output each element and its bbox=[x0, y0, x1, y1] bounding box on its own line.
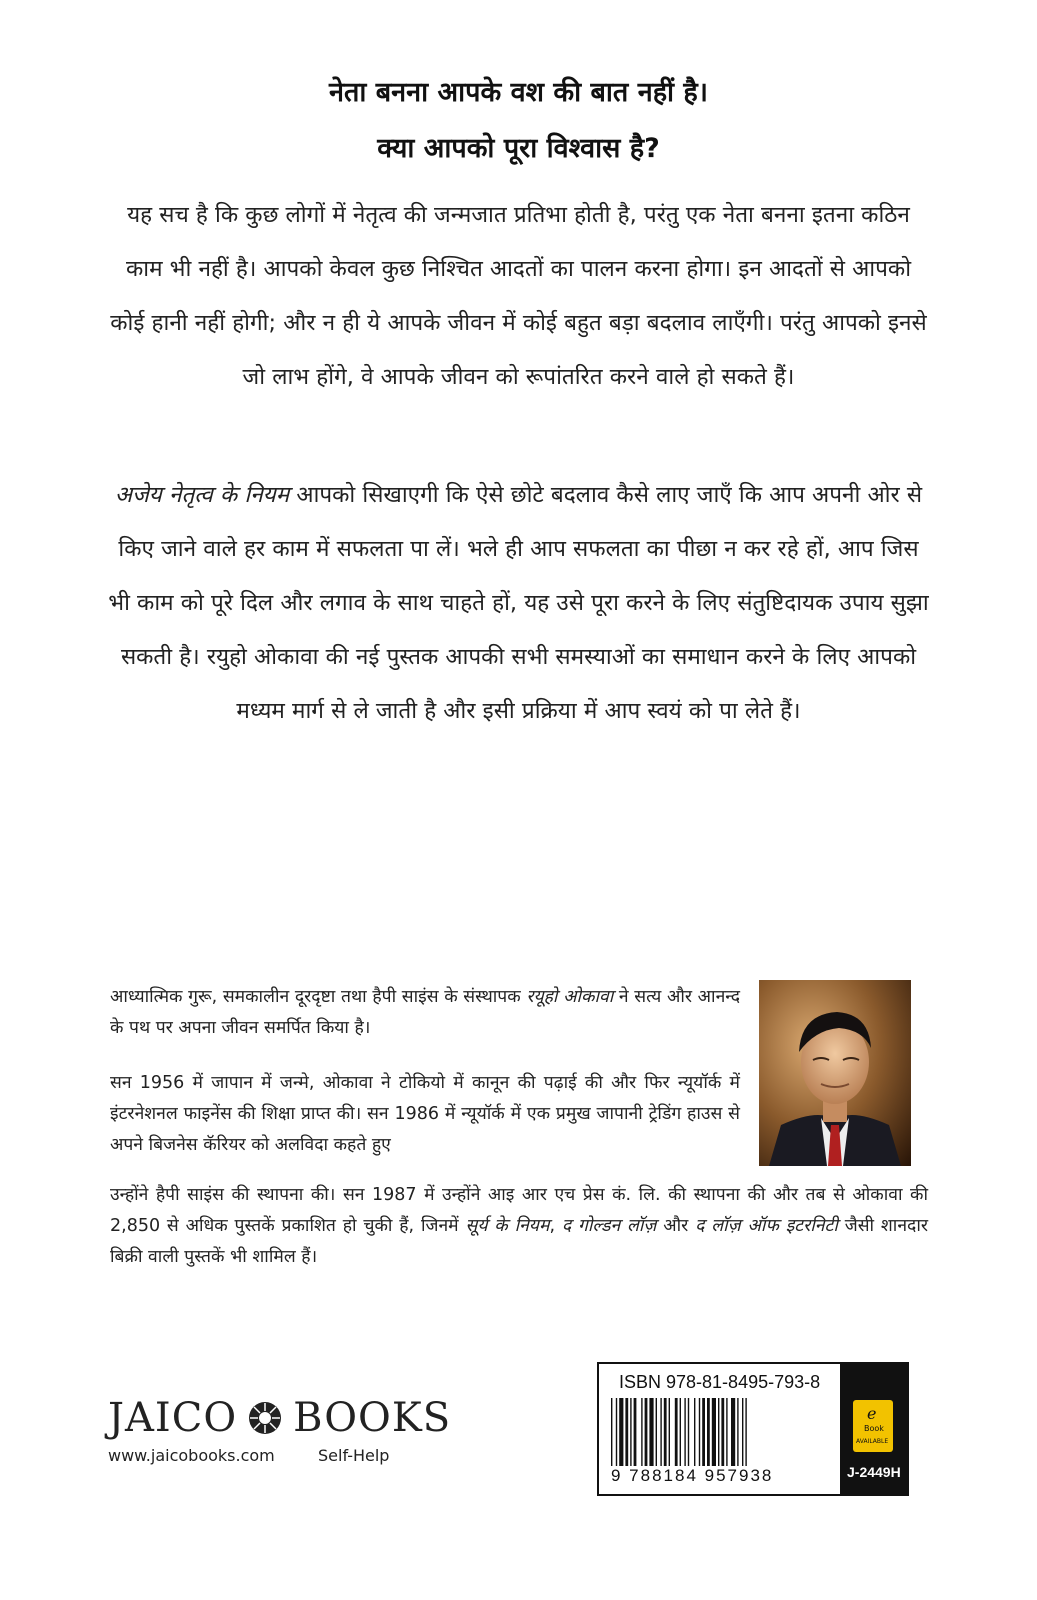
bio-text: उन्होंने हैपी साइंस की स्थापना की। सन 1987 में उन्होंने आइ आर एच प्रेस कं. लि. की स्थापना की और तब से ओकावा की 2,850 से अधिक पुस्तकें प्रकाशित हो चुकी हैं, जिनमें bbox=[110, 1185, 928, 1236]
ebook-e: e bbox=[867, 1404, 877, 1423]
book-category: Self-Help bbox=[318, 1446, 390, 1465]
barcode-icon bbox=[611, 1398, 826, 1470]
bio-text: , bbox=[549, 1216, 562, 1236]
book-title-3: द लॉज़ ऑफ इटरनिटी bbox=[695, 1216, 838, 1236]
headline-line-1: नेता बनना आपके वश की बात नहीं है। bbox=[329, 77, 708, 108]
ebook-book: Book bbox=[864, 1424, 884, 1433]
ebook-available: AVAILABLE bbox=[856, 1438, 889, 1445]
book-title-italic: अजेय नेतृत्व के नियम bbox=[114, 482, 290, 508]
author-name: रयूहो ओकावा bbox=[526, 987, 614, 1007]
bio-text: ने सत्य और आनन्द के पथ पर अपना जीवन समर्पित किया है। bbox=[110, 987, 740, 1038]
publisher-website: www.jaicobooks.com bbox=[108, 1446, 275, 1465]
publisher-name-left: JAICO bbox=[108, 1395, 238, 1441]
author-bio-paragraph-3 bbox=[110, 1180, 928, 1273]
isbn-label: ISBN 978-81-8495-793-8 bbox=[619, 1372, 821, 1392]
publisher-name-right: BOOKS bbox=[293, 1395, 452, 1441]
barcode-side-panel bbox=[840, 1364, 907, 1494]
book-title-1: सूर्य के नियम bbox=[465, 1216, 550, 1236]
ebook-available-icon bbox=[853, 1400, 893, 1452]
catalog-code: J-2449H bbox=[847, 1464, 901, 1480]
headline-line-2: क्या आपको पूरा विश्वास है? bbox=[377, 133, 660, 164]
author-bio-paragraph-2: सन 1956 में जापान में जन्मे, ओकावा ने टोकियो में कानून की पढ़ाई की और फिर न्यूयॉर्क में इंटरनेशनल फाइनेंस की शिक्षा प्राप्त की। सन 1986 में न्यूयॉर्क में एक प्रमुख जापानी ट्रेडिंग हाउस से अपने बिजनेस कॅरियर को अलविदा कहते हुए bbox=[110, 1073, 740, 1155]
barcode-digits: 9 788184 957938 bbox=[611, 1466, 774, 1485]
bio-text: आध्यात्मिक गुरू, समकालीन दूरदृष्टा तथा हैपी साइंस के संस्थापक bbox=[110, 987, 527, 1007]
publisher-emblem-icon bbox=[247, 1400, 283, 1436]
bio-text: और bbox=[656, 1216, 696, 1236]
author-bio-paragraph-1 bbox=[110, 982, 740, 1044]
description-paragraph-2-text: आपको सिखाएगी कि ऐसे छोटे बदलाव कैसे लाए जाएँ कि आप अपनी ओर से किए जाने वाले हर काम में सफलता पा लें। भले ही आप सफलता का पीछा न कर रहे हों, आप जिस भी काम को पूरे दिल और लगाव के साथ चाहते हों, यह उसे पूरा करने के लिए संतुष्टिदायक उपाय सुझा सकती है। रयुहो ओकावा की नई पुस्तक आपकी सभी समस्याओं का समाधान करने के लिए आपको मध्यम मार्ग से ले जाती है और इसी प्रक्रिया में आप स्वयं को पा लेते हैं। bbox=[108, 482, 929, 724]
publisher-logo bbox=[108, 1395, 451, 1441]
description-paragraph-2 bbox=[108, 468, 929, 738]
author-photo bbox=[759, 980, 911, 1166]
book-title-2: द गोल्डन लॉज़ bbox=[561, 1216, 657, 1236]
description-paragraph-1: यह सच है कि कुछ लोगों में नेतृत्व की जन्मजात प्रतिभा होती है, परंतु एक नेता बनना इतना कठिन काम भी नहीं है। आपको केवल कुछ निश्चित आदतों का पालन करना होगा। इन आदतों से आपको कोई हानी नहीं होगी; और न ही ये आपके जीवन में कोई बहुत बड़ा बदलाव लाएँगी। परंतु आपको इनसे जो लाभ होंगे, वे आपके जीवन को रूपांतरित करने वाले हो सकते हैं। bbox=[110, 202, 927, 390]
bio-text: जैसी शानदार बिक्री वाली पुस्तकें भी शामिल हैं। bbox=[110, 1216, 929, 1267]
isbn-barcode-block bbox=[597, 1362, 909, 1496]
